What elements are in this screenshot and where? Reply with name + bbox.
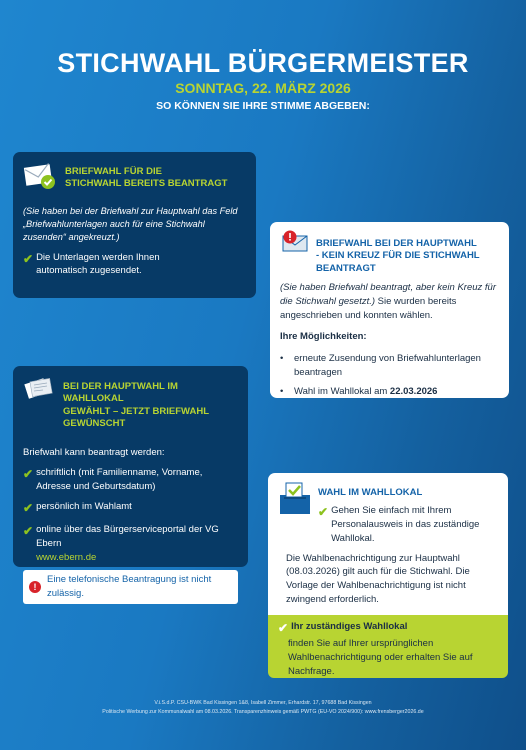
card4-heading: WAHL IM WAHLLOKAL xyxy=(318,487,423,498)
check-icon: ✔ xyxy=(23,500,34,515)
card4-info: Die Wahlbenachrichtigung zur Hauptwahl (08.03.2026) gilt auch für die Stichwahl. Die Vorlage der Wahlbenachrichtigung ist nicht zwingend erforderlich. xyxy=(286,552,470,605)
list-item: • erneute Zusendung von Briefwahlunterlagen beantragen xyxy=(280,353,481,378)
card-vote-at-polling-station xyxy=(268,473,508,677)
phone-warning-bar xyxy=(23,570,238,604)
card3-item-1: schriftlich (mit Familienname, Vorname, Adresse und Geburtsdatum) xyxy=(36,467,203,492)
check-icon: ✔ xyxy=(278,620,289,635)
list-item: • Wahl im Wahllokal am 22.03.2026 xyxy=(280,385,438,397)
footer-transparency: Politische Werbung zur Kommunalwahl am 08.03.2026. Transparenzhinweis gemäß PWTG (EU-VO 2024/900): www.frensberger2026.de xyxy=(102,709,424,715)
election-date: SONNTAG, 22. MÄRZ 2026 xyxy=(175,80,351,96)
check-icon: ✔ xyxy=(23,524,34,539)
card-postal-vote-no-runoff-cross xyxy=(270,222,509,398)
card3-heading-1: BEI DER HAUPTWAHL IM WAHLLOKAL xyxy=(63,381,178,405)
card3-lead: Briefwahl kann beantragt werden: xyxy=(23,447,165,459)
card2-options-list xyxy=(280,352,501,398)
exclamation-icon: ! xyxy=(29,581,41,593)
card2-heading-1: BRIEFWAHL BEI DER HAUPTWAHL xyxy=(316,238,477,249)
card2-note: (Sie haben Briefwahl beantragt, aber kein Kreuz für die Stichwahl gesetzt.) Sie wurden bereits angeschrieben und konnten wählen. xyxy=(280,282,496,321)
card-postal-vote-already-requested xyxy=(13,152,256,298)
card2-heading-2: - KEIN KREUZ FÜR DIE STICHWAHL BEANTRAGT xyxy=(316,250,480,274)
card3-warning: Eine telefonische Beantragung ist nicht zulässig. xyxy=(47,574,212,600)
card4-green-title: Ihr zuständiges Wahllokal xyxy=(291,620,408,632)
card3-item-2: persönlich im Wahlamt xyxy=(36,500,132,512)
card4-check-text: Gehen Sie einfach mit Ihrem Personalausweis in das zuständige Wahllokal. xyxy=(331,505,480,544)
card3-heading-2: GEWÄHLT – JETZT BRIEFWAHL GEWÜNSCHT xyxy=(63,405,209,430)
card1-check-text: Die Unterlagen werden Ihnen automatisch zugesendet. xyxy=(36,251,160,277)
envelope-warning-icon xyxy=(280,230,310,254)
card4-green-box xyxy=(268,615,508,678)
card3-item-3: online über das Bürgerserviceportal der VG Ebern xyxy=(36,524,219,549)
card-polling-station-now-postal xyxy=(13,366,248,600)
check-icon: ✔ xyxy=(23,251,34,266)
intro-text: SO KÖNNEN SIE IHRE STIMME ABGEBEN: xyxy=(156,100,370,112)
footer-imprint: V.i.S.d.P. CSU-BWK Bad Kissingen 1&8, Isabell Zimmer, Erhardstr. 17, 97688 Bad Kissingen xyxy=(154,700,372,706)
ballot-papers-icon xyxy=(23,375,55,401)
check-icon: ✔ xyxy=(318,505,329,520)
card2-options-label: Ihre Möglichkeiten: xyxy=(280,331,367,343)
card1-note: (Sie haben bei der Briefwahl zur Hauptwahl das Feld „Briefwahlunterlagen auch für eine Stichwahl zusenden“ angekreuzt.) xyxy=(23,205,238,243)
card4-green-text: finden Sie auf Ihrer ursprünglichen Wahlbenachrichtigung oder erhalten Sie auf Nachfrage. xyxy=(288,638,473,677)
check-icon: ✔ xyxy=(23,467,34,482)
envelope-check-icon xyxy=(23,162,57,190)
card1-heading-2: STICHWAHL BEREITS BEANTRAGT xyxy=(65,178,228,190)
card1-heading-1: BRIEFWAHL FÜR DIE xyxy=(65,166,162,177)
page-title: STICHWAHL BÜRGERMEISTER xyxy=(57,48,469,78)
ebern-link[interactable]: www.ebern.de xyxy=(36,551,97,563)
ballot-box-icon xyxy=(278,481,312,515)
